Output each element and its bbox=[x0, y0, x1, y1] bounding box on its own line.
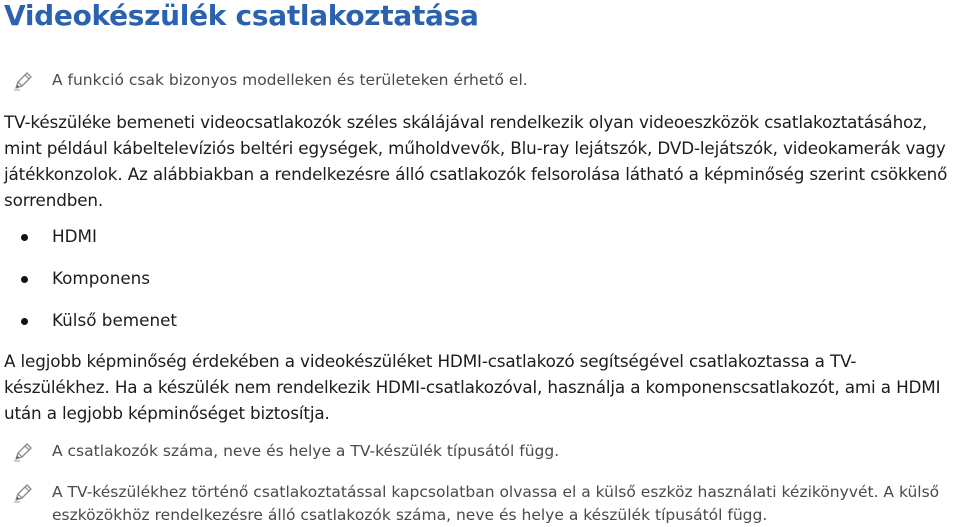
bullet-dot bbox=[21, 276, 28, 283]
note-availability-text: A funkció csak bizonyos modelleken és területeken érhető el. bbox=[52, 71, 528, 89]
list-item-label: Külső bemenet bbox=[52, 310, 177, 330]
pencil-icon bbox=[12, 441, 34, 463]
intro-paragraph: TV-készüléke bemeneti videocsatlakozók széles skálájával rendelkezik olyan videoeszközök csatlakoztatásához, mint például kábeltelevíziós beltéri egységek, műholdvevők, Blu-ray lejátszók, DVD-lejátszók, videokamerák vagy játékkonzolok. Az alábbiakban a rendelkezésre álló csatlakozók felsorolása látható a képminőség szerint csökkenő sorrendben. bbox=[4, 112, 948, 210]
list-item-komponens bbox=[16, 265, 150, 291]
pencil-icon bbox=[12, 70, 34, 92]
pencil-icon bbox=[12, 482, 34, 504]
list-item-kulso-bemenet bbox=[16, 307, 177, 333]
list-item-hdmi bbox=[16, 223, 97, 249]
note-external-device-manual bbox=[12, 481, 942, 527]
page-title: Videokészülék csatlakoztatása bbox=[4, 0, 479, 32]
note-external-device-manual-text: A TV-készülékhez történő csatlakoztatással kapcsolatban olvassa el a külső eszköz használati kézikönyvét. A külső eszközökhöz rendelkezésre álló csatlakozók száma, neve és helye a készülék típusától függ. bbox=[52, 483, 940, 524]
list-item-label: HDMI bbox=[52, 226, 97, 246]
bullet-dot bbox=[21, 234, 28, 241]
list-item-label: Komponens bbox=[52, 268, 151, 288]
recommendation-paragraph: A legjobb képminőség érdekében a videokészüléket HDMI-csatlakozó segítségével csatlakoztassa a TV-készülékhez. Ha a készülék nem rendelkezik HDMI-csatlakozóval, használja a komponenscsatlakozót, ami a HDMI után a legjobb képminőséget biztosítja. bbox=[4, 351, 941, 423]
note-connector-count-text: A csatlakozók száma, neve és helye a TV-készülék típusától függ. bbox=[52, 442, 560, 460]
bullet-dot bbox=[21, 318, 28, 325]
note-connector-count bbox=[12, 440, 942, 463]
note-availability bbox=[12, 69, 942, 92]
